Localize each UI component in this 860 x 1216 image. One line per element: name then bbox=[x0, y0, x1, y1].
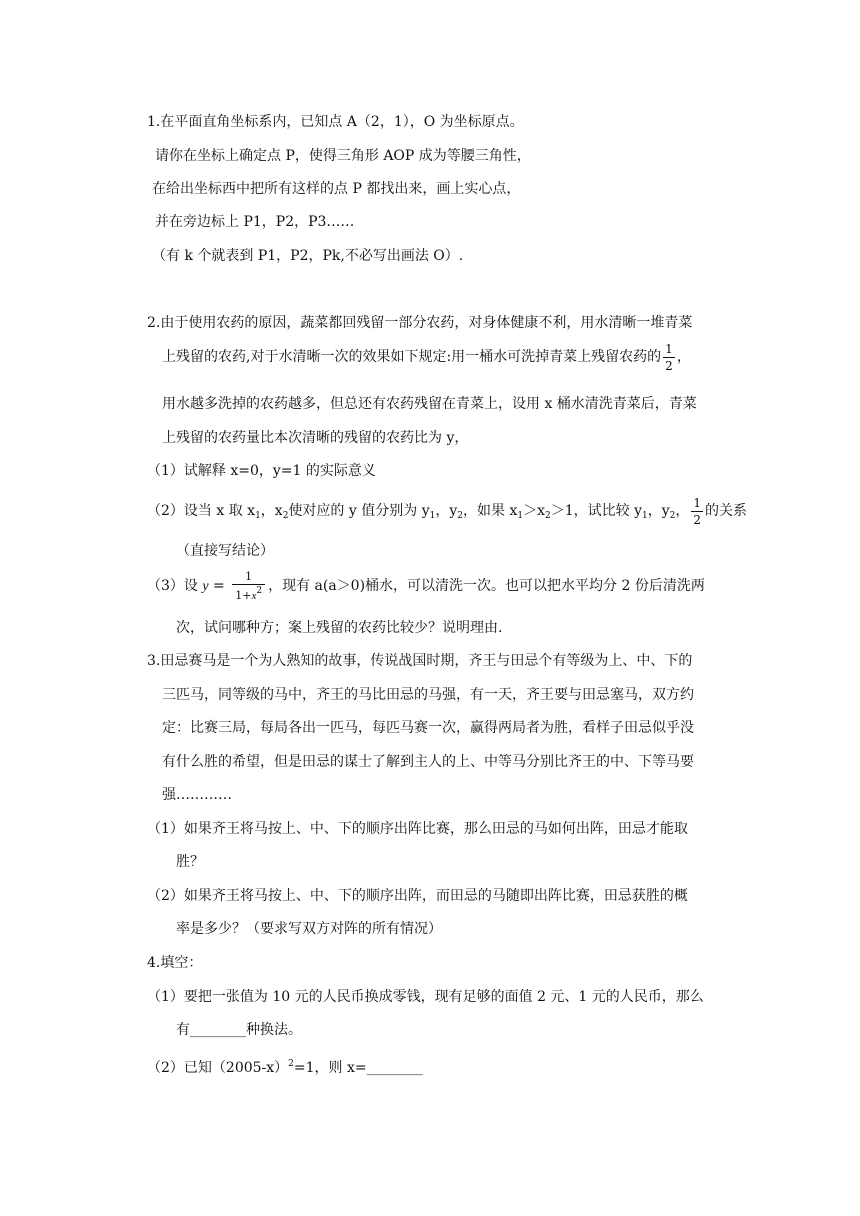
q3-sub1: （1）如果齐王将马按上、中、下的顺序出阵比赛，那么田忌的马如何出阵，田忌才能取 bbox=[147, 821, 688, 837]
q2-sub3-cont: 次，试问哪种方；案上残留的农药比较少？说明理由. bbox=[176, 620, 503, 636]
subscript: 2 bbox=[457, 511, 463, 521]
q3-line3: 定：比赛三局，每局各出一匹马，每匹马赛一次，赢得两局者为胜，看样子田忌似乎没 bbox=[162, 720, 694, 736]
formula-y: y bbox=[202, 579, 209, 594]
q2-sub2-text-d: ，y bbox=[435, 503, 458, 519]
q2-sub2-text-i: ， bbox=[675, 503, 690, 519]
q2-line4: 上残留的农药量比本次清晰的残留的农药比为 y， bbox=[162, 430, 469, 446]
q2-sub3-text-a: （3）设 bbox=[147, 578, 198, 594]
q2-line1: 2.由于使用农药的原因，蔬菜都回残留一部分农药，对身体健康不利，用水清晰一堆青菜 bbox=[147, 315, 693, 331]
q2-line2-text: 上残留的农药,对于水清晰一次的效果如下规定:用一桶水可洗掉青菜上残留农药的 bbox=[162, 349, 662, 365]
subscript: 1 bbox=[255, 511, 261, 521]
q2-line3: 用水越多洗掉的农药越多，但总还有农药残留在青菜上，设用 x 桶水清洗青菜后，青菜 bbox=[162, 396, 697, 412]
q4-sub2 bbox=[147, 1054, 423, 1078]
q2-sub2-text-f: ＞x bbox=[523, 503, 545, 519]
q2-sub2-text-g: ＞1，试比较 y bbox=[550, 503, 643, 519]
fraction-numerator: 1 bbox=[693, 495, 702, 510]
q1-line4: 并在旁边标上 P1，P2，P3…… bbox=[155, 214, 355, 230]
q2-sub2-text-a: （2）设当 x 取 x bbox=[147, 503, 256, 519]
formula-numerator: 1 bbox=[245, 569, 253, 583]
formula-exponent: 2 bbox=[256, 585, 263, 596]
q2-sub3 bbox=[147, 568, 705, 605]
q2-sub1: （1）试解释 x=0，y=1 的实际意义 bbox=[147, 463, 376, 479]
q3-sub1-cont: 胜？ bbox=[176, 854, 204, 870]
q3-line2: 三匹马，同等级的马中，齐王的马比田忌的马强，有一天，齐王要与田忌塞马，双方约 bbox=[162, 687, 694, 703]
q2-line2 bbox=[162, 340, 691, 374]
q1-line1: 1.在平面直角坐标系内，已知点 A（2，1），O 为坐标原点。 bbox=[147, 114, 524, 130]
q3-sub2: （2）如果齐王将马按上、中、下的顺序出阵，而田忌的马随即出阵比赛，田忌获胜的概 bbox=[147, 888, 688, 904]
q2-sub3-text-b: ，现有 a(a＞0)桶水，可以清洗一次。也可以把水平均分 2 份后清洗两 bbox=[268, 578, 705, 594]
exponent: 2 bbox=[288, 1059, 294, 1069]
q2-sub2-text-b: ，x bbox=[260, 503, 283, 519]
q2-sub2-text-h: ，y bbox=[647, 503, 670, 519]
fraction-denominator: 2 bbox=[693, 512, 702, 527]
q2-sub2-cont: （直接写结论） bbox=[176, 543, 274, 559]
formula-den-x: x bbox=[251, 589, 257, 602]
subscript: 1 bbox=[517, 511, 524, 521]
q3-line5: 强………… bbox=[162, 787, 232, 803]
q4-sub2-text-a: （2）已知（2005-x） bbox=[147, 1060, 289, 1076]
q4-sub2-text-b: =1，则 x=________ bbox=[293, 1060, 423, 1076]
q2-sub2-text-e: ，如果 x bbox=[463, 503, 518, 519]
q1-line5: （有 k 个就表到 P1，P2，Pk,不必写出画法 O）. bbox=[152, 248, 464, 264]
q1-line2: 请你在坐标上确定点 P，使得三角形 AOP 成为等腰三角性， bbox=[155, 148, 531, 164]
q2-line2-end: ， bbox=[676, 349, 691, 365]
fraction-numerator: 1 bbox=[665, 341, 673, 356]
subscript: 2 bbox=[545, 511, 551, 521]
fraction-denominator: 2 bbox=[665, 358, 673, 373]
one-half-fraction bbox=[691, 497, 703, 526]
formula-equals: = bbox=[208, 578, 230, 594]
subscript: 1 bbox=[642, 511, 648, 521]
q2-sub2-text-j: 的关系 bbox=[705, 503, 748, 519]
q4-title: 4.填空： bbox=[147, 955, 203, 971]
subscript: 2 bbox=[282, 511, 289, 521]
q2-sub2-text-c: 使对应的 y 值分别为 y bbox=[288, 503, 430, 519]
q4-sub1: （1）要把一张值为 10 元的人民币换成零钱，现有足够的面值 2 元、1 元的人民币，那么 bbox=[147, 989, 704, 1005]
formula-fraction bbox=[232, 571, 265, 602]
q4-sub1-cont: 有________种换法。 bbox=[176, 1022, 302, 1038]
formula-denominator bbox=[232, 584, 265, 602]
formula-den-const: 1+ bbox=[235, 588, 252, 602]
one-half-fraction bbox=[663, 343, 675, 372]
q3-line1: 3.田忌赛马是一个为人熟知的故事，传说战国时期，齐王与田忌个有等级为上、中、下的 bbox=[147, 653, 693, 669]
q3-sub2-cont: 率是多少？（要求写双方对阵的所有情况） bbox=[176, 921, 442, 937]
q2-sub2 bbox=[147, 494, 747, 533]
subscript: 1 bbox=[429, 511, 436, 521]
q1-line3: 在给出坐标西中把所有这样的点 P 都找出来，画上实心点， bbox=[152, 181, 521, 197]
q3-line4: 有什么胜的希望，但是田忌的谋士了解到主人的上、中等马分别比齐王的中、下等马要 bbox=[162, 754, 694, 770]
subscript: 2 bbox=[669, 511, 676, 521]
